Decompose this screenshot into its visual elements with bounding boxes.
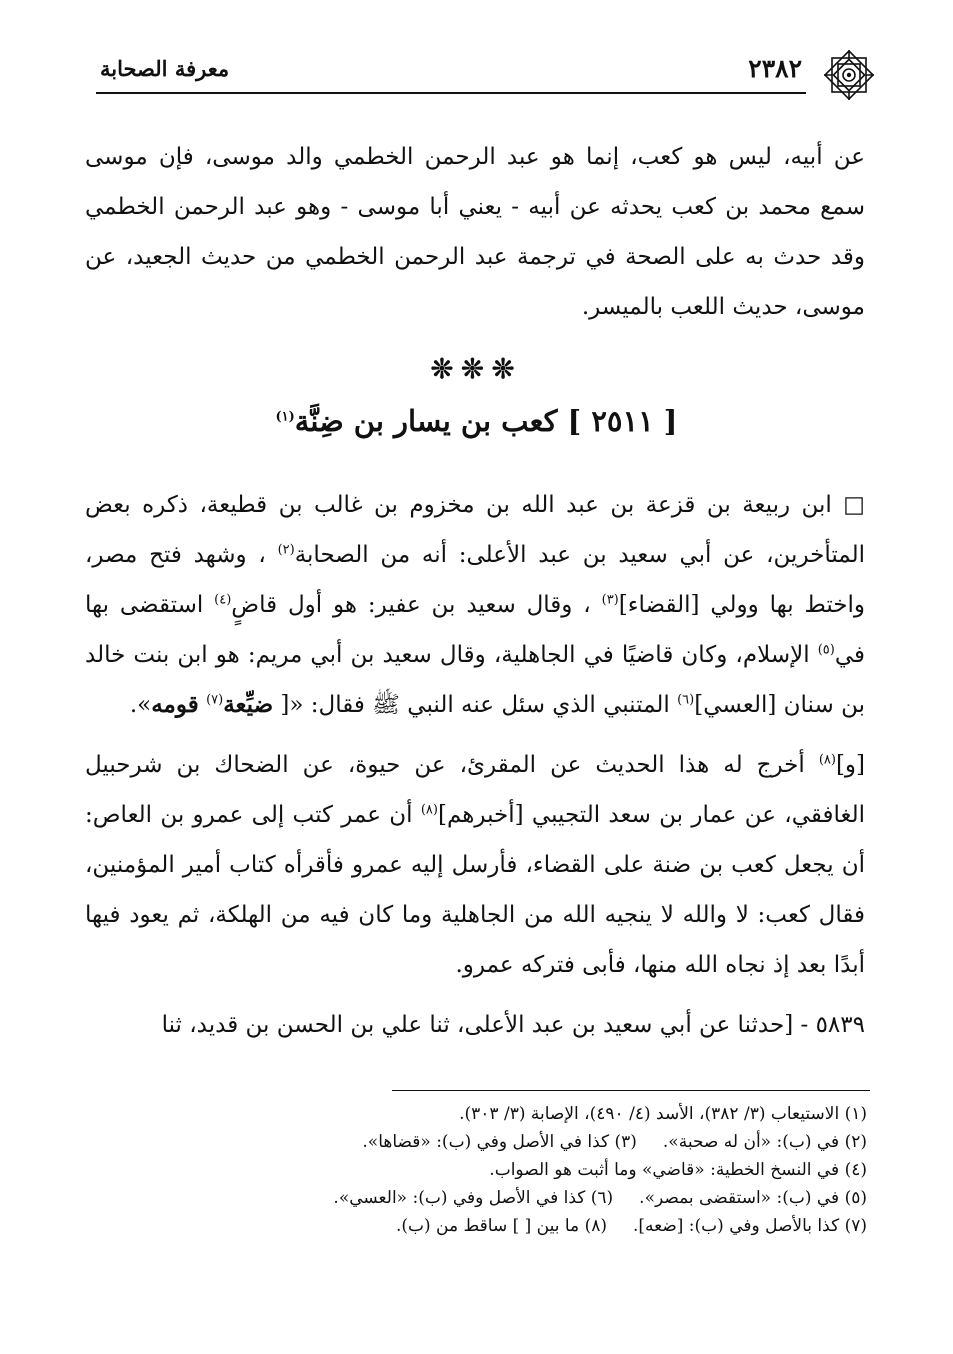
section-separator: ❊❊❊ (430, 354, 523, 385)
footnote-text: (٢) في (ب): «أن له صحبة». (662, 1132, 867, 1152)
hadith-word: ضيِّعة (223, 691, 274, 718)
paragraph-continuation: عن أبيه، ليس هو كعب، إنما هو عبد الرحمن الخطمي والد موسى، فإن موسى سمع محمد بن كعب يحدثه عن أبيه - يعني أبا موسى - وهو عبد الرحمن الخطمي وقد حدث به على الصحة في ترجمة عبد الرحمن الخطمي من حديث الجعيد، عن موسى، حديث اللعب بالميسر. (85, 144, 865, 320)
page-number: ٢٣٨٢ (748, 54, 802, 83)
text-run: أخرج له هذا الحديث عن المقرئ، عن حيوة، عن الضحاك بن شرحبيل الغافقي، عن عمار بن سعد التجيبي [أخبرهم] (85, 752, 866, 828)
footnote-text: (٥) في (ب): «استقضى بمصر». (639, 1188, 867, 1208)
text-run: ، وقال سعيد بن عفير: هو أول قاضٍ (231, 592, 591, 618)
footnote-ref: (٦) (677, 692, 695, 708)
islamic-star-ornament-icon (822, 48, 876, 102)
entry-heading (0, 404, 953, 438)
hadith-paragraph (85, 1000, 865, 1050)
page-header (96, 46, 866, 96)
text-run: [و] (835, 752, 866, 778)
footnote (77, 1184, 867, 1212)
footnote-ref: (٧) (206, 692, 224, 708)
entry-heading-text: [ ٢٥١١ ] كعب بن يسار بن ضِنَّة (294, 404, 678, 438)
footnote-ref: (٢) (277, 542, 295, 558)
footnote-ref: (٨) (420, 802, 438, 818)
footnote (77, 1212, 867, 1240)
report-paragraph (85, 740, 865, 990)
footnote-text: (٤) في النسخ الخطية: «قاضي» وما أثبت هو الصواب. (489, 1160, 867, 1180)
text-run: ». (129, 692, 152, 718)
text-run: المتنبي الذي سئل عنه النبي ﷺ فقال: «[ (273, 692, 670, 718)
text-run: - [حدثنا عن أبي سعيد بن عبد الأعلى، ثنا علي بن الحسن بن قديد، ثنا (161, 1012, 816, 1038)
footnote (77, 1156, 867, 1184)
text-run: ، وشهد فتح مصر، واختط بها وولي [القضاء] (85, 542, 866, 618)
text-run: استقضى بها في (85, 592, 866, 668)
footnote-rule (392, 1090, 870, 1091)
header-rule (96, 92, 806, 94)
footnote (77, 1100, 867, 1128)
running-title: معرفة الصحابة (100, 56, 230, 81)
footnotes (77, 1100, 867, 1240)
footnote-ref: (١) (275, 409, 295, 425)
footnote (77, 1128, 867, 1156)
footnote-text: (٦) كذا في الأصل وفي (ب): «العسي». (333, 1188, 614, 1208)
footnote-text: (٧) كذا بالأصل وفي (ب): [ضعه]. (632, 1216, 867, 1236)
hadith-word: قومه (151, 691, 199, 718)
hadith-number: ٥٨٣٩ (815, 1012, 865, 1038)
footnote-text: (١) الاستيعاب (٣/ ٣٨٢)، الأسد (٤/ ٤٩٠)، الإصابة (٣/ ٣٠٣). (459, 1104, 867, 1124)
footnote-text: (٣) كذا في الأصل وفي (ب): «قضاها». (362, 1132, 637, 1152)
text-run: أن عمر كتب إلى عمرو بن العاص: أن يجعل كعب بن ضنة على القضاء، فأرسل إليه عمرو فأقرأه كتاب أمير المؤمنين، فقال كعب: لا والله لا ينجيه الله من الجاهلية وما كان فيه من الهلكة، ثم يعود فيها أبدًا بعد إذ نجاه الله منها، فأبى فتركه عمرو. (85, 802, 865, 978)
text-run: الإسلام، وكان قاضيًا في الجاهلية، وقال سعيد بن أبي مريم: هو ابن بنت خالد بن سنان [العسي] (85, 642, 865, 718)
footnote-text: (٨) ما بين [ ] ساقط من (ب). (395, 1216, 607, 1236)
footnote-ref: (٤) (214, 592, 232, 608)
text-run: □ ابن ربيعة بن قزعة بن عبد الله بن مخزوم بن غالب بن قطيعة، ذكره بعض المتأخرين، عن أبي سعيد بن عبد الأعلى: أنه من الصحابة (85, 492, 865, 568)
footnote-ref: (٥) (817, 642, 835, 658)
footnote-ref: (٨) (818, 752, 836, 768)
footnote-ref: (٣) (601, 592, 619, 608)
entry-biography-paragraph (85, 480, 865, 730)
